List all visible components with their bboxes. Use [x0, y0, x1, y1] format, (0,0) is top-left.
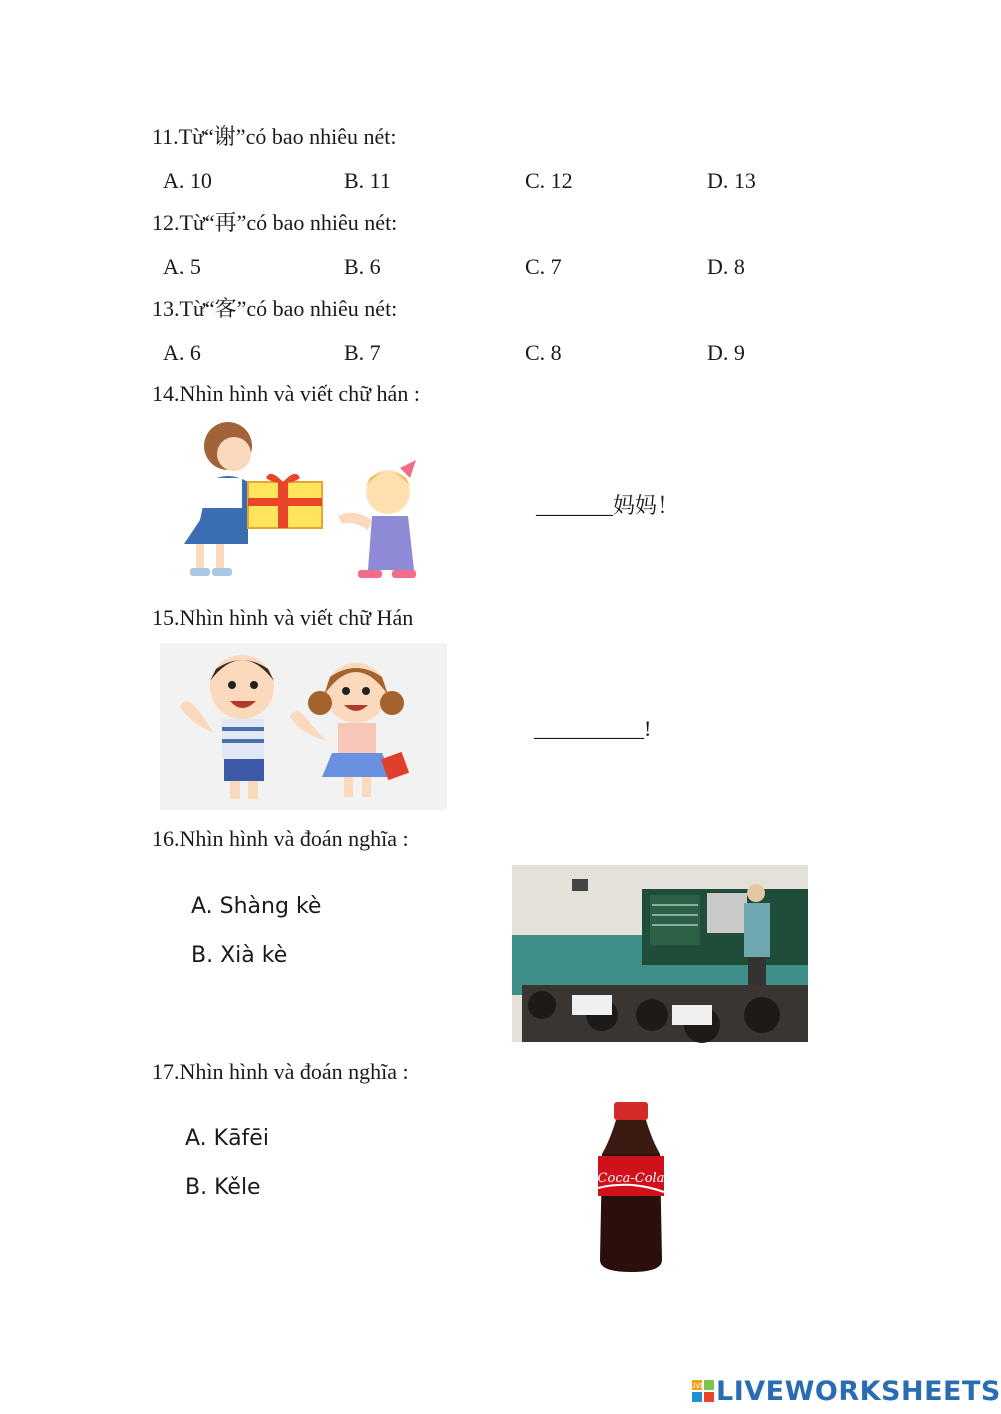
q17-option-a[interactable]: A. Kāfēi	[185, 1126, 269, 1151]
cola-bottle-image	[592, 1100, 670, 1275]
question-16-title: 16.Nhìn hình và đoán nghĩa :	[152, 826, 409, 851]
question-13-title: 13.Từ“客”có bao nhiêu nét:	[152, 296, 398, 321]
q15-answer-blank[interactable]: __________!	[534, 716, 652, 741]
q16-option-b[interactable]: B. Xià kè	[191, 943, 288, 968]
q11-option-b[interactable]: B. 11	[344, 168, 391, 193]
q12-option-b[interactable]: B. 6	[344, 254, 381, 279]
liveworksheets-logo	[689, 1375, 1001, 1407]
q12-option-a[interactable]: A. 5	[163, 254, 201, 279]
q16-option-a[interactable]: A. Shàng kè	[191, 894, 322, 919]
question-11-title: 11.Từ“谢”có bao nhiêu nét:	[152, 124, 397, 149]
question-15-title: 15.Nhìn hình và viết chữ Hán	[152, 605, 414, 630]
q12-option-c[interactable]: C. 7	[525, 254, 562, 279]
logo-icon-letter: LIVE	[689, 1382, 705, 1390]
q12-option-d[interactable]: D. 8	[707, 254, 745, 279]
classroom-photo	[512, 865, 808, 1042]
gift-giving-illustration	[178, 420, 430, 584]
q11-option-d[interactable]: D. 13	[707, 168, 756, 193]
q13-option-c[interactable]: C. 8	[525, 340, 562, 365]
bottle-label: Coca-Cola	[597, 1171, 665, 1186]
question-17-title: 17.Nhìn hình và đoán nghĩa :	[152, 1059, 409, 1084]
q13-option-b[interactable]: B. 7	[344, 340, 381, 365]
q14-answer-blank[interactable]: _______妈妈！	[536, 493, 680, 518]
liveworksheets-logo-text: LIVEWORKSHEETS	[716, 1375, 1001, 1407]
q13-option-a[interactable]: A. 6	[163, 340, 201, 365]
liveworksheets-logo-icon	[689, 1380, 714, 1402]
question-14-title: 14.Nhìn hình và viết chữ hán :	[152, 381, 420, 406]
q11-option-c[interactable]: C. 12	[525, 168, 573, 193]
question-12-title: 12.Từ“再”có bao nhiêu nét:	[152, 210, 398, 235]
q11-option-a[interactable]: A. 10	[163, 168, 212, 193]
kids-waving-illustration	[160, 643, 447, 810]
q13-option-d[interactable]: D. 9	[707, 340, 745, 365]
q17-option-b[interactable]: B. Kěle	[185, 1175, 261, 1200]
